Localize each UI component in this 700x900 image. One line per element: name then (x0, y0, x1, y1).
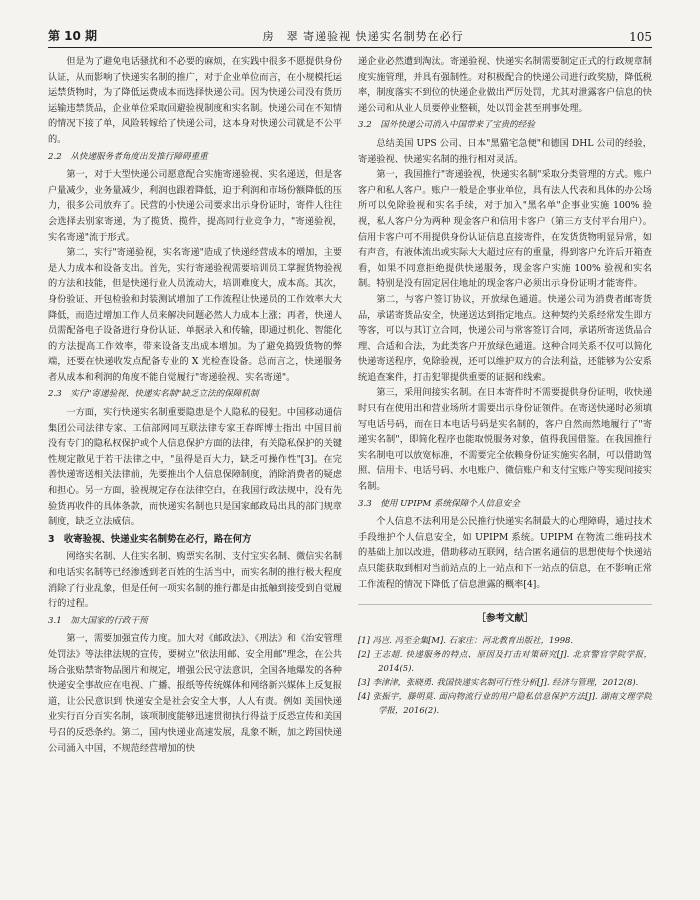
paragraph: 第一，对于大型快递公司愿意配合实施寄递验视、实名递送，但是客户量减少，业务量减少，利润也跟着降低，迫于利润和市场份额降低的压力，很多公司放弃了。民营的小快递公司要求出示身份证时，寄件人往往会选择去别家寄递，为了揽货、揽件，提高同行业竞争力，"寄递验视，实名寄递"流于形式。 (48, 169, 342, 243)
paragraph: 递企业必然遭到淘汰。寄递验视、快递实名制需要制定正式的行政规章制度实施管理，并具有强制性。对积极配合的快递公司进行政奖励，降低税率，制度落实不到位的快递企业做出严厉处罚，尤其对泄露客户信息的快递公司和从业人员要停业整顿，处以罚金甚至刑事处理。 (358, 56, 652, 114)
issue-label: 第 10 期 (48, 29, 98, 43)
section-heading-3-1: 3.1 加大国家的行政干预 (48, 615, 148, 626)
running-title: 房 翠 寄递验视 快递实名制势在必行 (262, 30, 464, 43)
page-number: 105 (629, 30, 652, 44)
reference-item: [2] 王志超. 快递服务的特点、原因及打击对策研究[J]. 北京警官学院学报，2014(5). (358, 648, 652, 673)
section-heading-3: 3 收寄验视、快递业实名制势在必行，路在何方 (48, 533, 252, 545)
paragraph: 第二，与客户签订协议，开放绿色通道。快递公司为消费者邮寄货品，承诺寄货品安全，快递送达到指定地点。这种契约关系经常发生即方等客，可以与其订立合同，快递公司与常客签订合同，承诺所寄送货品合理、合适和合法，为此类客户开放绿色通道。这种合同关系不仅可以简化快递寄送程序，免除验视，还可以维护双方的合法利益，还能够为公安系统追查案件，打击犯罪提供重要的证据和线索。 (358, 293, 652, 383)
body-columns (48, 54, 652, 876)
reference-item: [3] 李津津，张晓勇. 我国快递实名制可行性分析[J]. 经济与管理，2012(8). (358, 676, 639, 687)
paragraph: 第二，实行"寄递验视，实名寄递"造成了快递经营成本的增加，主要是人力成本和设备支出。首先，实行寄递验视需要培训员工掌握货物验视的方法和技能，但是快递行业人员流动大，培训难度大，成本高。其次，身份验证、开包检验和封装测试增加了工作流程让快递员的工作效率大大降低，而造过增加工作人员来解决问题必然人力成本上涨；再者，快递人员需配备电子设备进行身份认证、单据录入和传输，即通过机化、智能化的方法提高工作效率，带来设备支出成本增加。为了避免捣毁货物的弊端，还要在快递收发点配备专业的 X 光检查设备。总而言之，快递服务者从成本和利润的角度不能自觉履行"寄递验视、实名寄递"。 (48, 247, 342, 383)
reference-item: [1] 冯岂. 冯至全集[M]. 石家庄：河北教育出版社，1998. (358, 634, 574, 645)
paragraph: 第三，采用间接实名制。在日本寄件时不需要提供身份证明，收快递时只有在使用出和营业场所才需要出示身份证领件。在寄送快递时必须填写电话号码，而在日本电话号码是实名制的，客户自然而然地履行了"寄递实名制"，即简化程序也能取悦服务对象，值得我国借鉴。在我国推行实名制电可以放宽标准，不需要完全依赖身份证实施实名制，可以借助驾照、信用卡、电话号码、水电账户、微信账户和支付宝账户等实现间接实名制。 (358, 387, 652, 493)
paragraph: 一方面，实行快递实名制重要隐患是个人隐私的侵犯。中国移动通信集团公司法律专家、工信部网同互联法律专家王春晖博士指出 中国目前没有专门的隐私权保护或个人信息保护方面的法律，有关隐私保护的关键性规定散见于若干法律之中，"虽得是百大力，缺乏可操作性"[3]。在完善快递寄送相关法律前，先要推出个人信息保障制度，消除消费者的疑虑和担心。另一方面，验视规定存在法律空白，在我国行政法规中，没有先验货再收件的具体条款，而快递实名制也只是国家邮政局出具的部门规章制度，缺乏立法威信。 (48, 407, 342, 528)
paragraph: 第一，我国推行"寄递验视，快递实名制"采取分类管理的方式。账户客户和私人客户。账户一般是企事业单位，具有法人代表和具体的办公场所可以免除验视和实名手续，对于加入"黑名单"企事业实施 100% 验视，私人客户分为两种 现金客户和信用卡客户（第三方支付平台用户）。信用卡客户可不用提供身份认证信息直接寄件，在发货货物明显异常，如有声音，有液体流出或实际大大超过应有的重量，得到客户允许后开箱查看，如果不同意拒绝提供快递服务，现金客户实施 100% 验视和实名制。特别是没有固定居住地址的现金客户必须出示身份证明才能寄件。 (358, 169, 652, 290)
paragraph: 个人信息不法利用是公民推行快递实名制最大的心理障碍，通过技术手段维护个人信息安全，如 UPIPM 系统。UPIPM 在物流二维码技术的基础上加以改进，借助移动互联网，结合匿名通信的思想使每个快递站点只能获取到相对当前站点的上一站点和下一站点的信息，在不影响正常工作流程的情况下降低了信息泄露的概率[4]。 (358, 516, 652, 590)
paragraph: 网络实名制、人住实名制、购票实名制、支付宝实名制、微信实名制和电话实名制等已经渗透到老百姓的生活当中，而实名制的推行极大程度消除了行业乱象，但是任何一项实名制的推行都是由抵触到接受到自觉履行的过程。 (48, 551, 342, 610)
running-header (48, 22, 652, 48)
left-column (48, 54, 342, 876)
section-heading-3-2: 3.2 国外快递公司消入中国带来了宝贵的经验 (358, 120, 535, 131)
section-heading-2-2: 2.2 从快递服务者角度出发推行障碍重重 (48, 151, 208, 162)
section-heading-2-3: 2.3 实行"寄递验视、快递实名制"缺乏立法的保障机制 (48, 389, 259, 400)
paragraph: 总结美国 UPS 公司、日本"黑猫宅急便"和德国 DHL 公司的经验，寄递验视、快递实名制的推行相对灵活。 (358, 137, 652, 165)
section-heading-3-3: 3.3 使用 UPIPM 系统保障个人信息安全 (358, 498, 520, 509)
right-column (358, 54, 652, 876)
paragraph: 但是为了避免电话骚扰和不必要的麻烦，在实践中很多不愿提供身份认证，从而影响了快递实名制的推广，对于企业单位而言，在小规模托运运禁货物时，为了降低运费成本而选择快递公司。因为快递公司没有货历运输违禁货品，企业单位采取回避验视制度和实名制。快递公司在不知情的情况下接了单，风险转嫁给了快递公司，这本身对快递公司就是不公平的。 (48, 56, 342, 145)
paragraph: 第一，需要加强宣传力度。加大对《邮政法》、《刑法》和《治安管理处罚法》等法律法规的宣传，要树立"依法用邮、安全用邮"理念，在公共场合张贴禁寄物品图片和规定，增强公民守法意识，全国各地爆发的各种快递安全事故应在电视、广播、报纸等传统媒体和网络新兴媒体上反复报道，让公民意识到 快递安全是社会安全大事，人人有责。例如 美国快递业实行百分百实名制，该项制度能够迅速贯彻执行得益于反恐宣传和美国号召的反恐条约。第二，国内快递业高速发展，乱象不断，加之跨国快递公司涌入中国，不规范经营增加的快 (48, 633, 342, 754)
reference-item: [4] 张振宇，滕明莫. 面向物流行业的用户隐私信息保护方法[J]. 湖南文理学院学报，2016(2). (358, 690, 652, 715)
references-title: ［参考文献］ (358, 604, 652, 627)
